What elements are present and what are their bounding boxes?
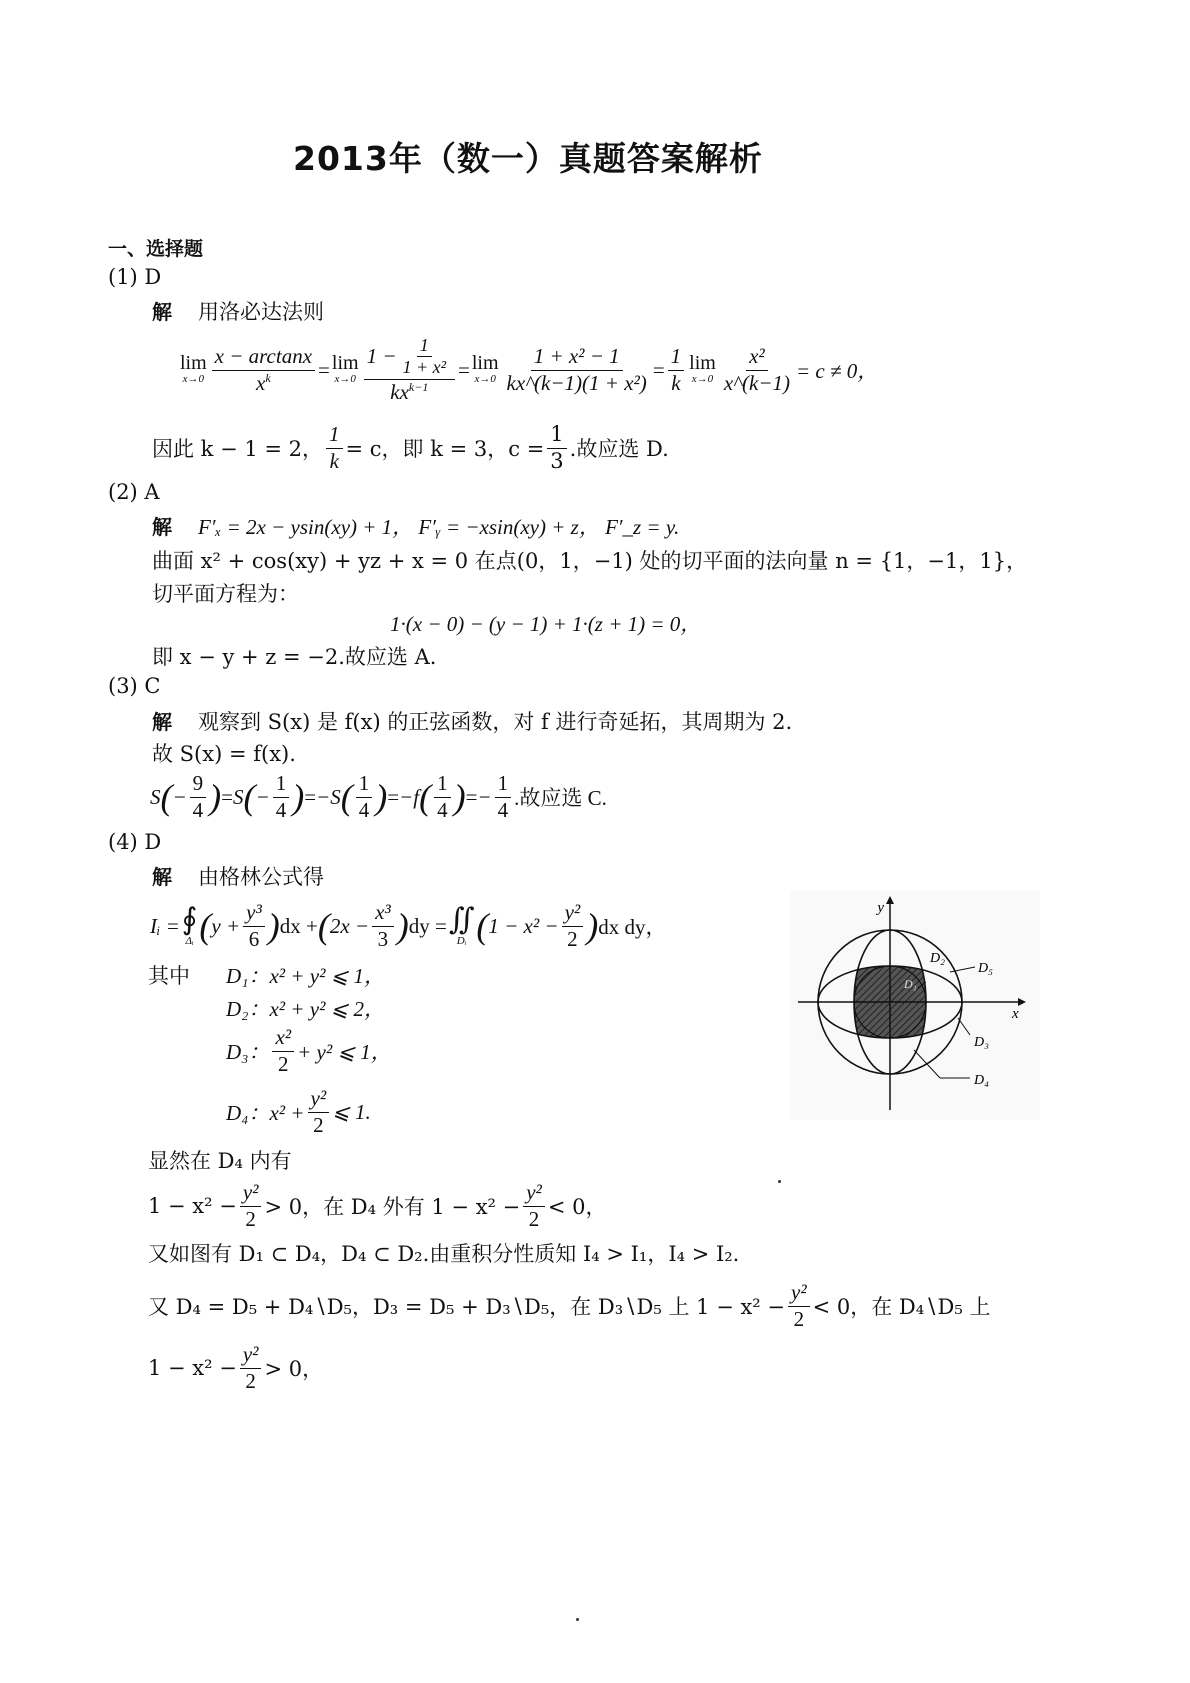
q1-frac-1: $\frac{x - \arctan x}{x^k}$ xyxy=(212,344,315,395)
page-title: 2013年（数一）真题答案解析 xyxy=(293,139,763,178)
q1-frac-3: $\frac{\text{1 + x² − 1}}{\text{kx\textasciicircum{}(k−1)(1 + x²)}}$ xyxy=(506,344,647,395)
q4-obvious: 显然在 D₄ 内有 xyxy=(148,1149,292,1173)
q1-tail: = c ≠ 0， xyxy=(796,359,879,383)
q2-plane-label: 切平面方程为： xyxy=(152,582,299,606)
scan-speck xyxy=(576,1618,579,1621)
q4-green-formula: Iᵢ = ∮ Δᵢ ( y + $\frac{\text{y³}}{6}$ ) dx + ( 2x − $\frac{\text{x³}}{3}$ ) dy = ∬ Dᵢ ( 1 − x² − $\frac{\text{y²}}{2}$ ) dx dy， xyxy=(150,900,667,951)
q1-number: (1) D xyxy=(108,265,162,289)
q1-method: 用洛必达法则 xyxy=(198,300,324,324)
q1-conclusion: 因此 k − 1 = 2， $\frac{1}{k}$ = c，即 k = 3，c = $\frac{1}{3}$ .故应选 D. xyxy=(152,422,669,473)
q4-d1: D₁：x² + y² ⩽ 1， xyxy=(226,964,385,988)
q3-observation: 解 观察到 S(x) 是 f(x) 的正弦函数，对 f 进行奇延拓，其周期为 2. xyxy=(152,710,793,734)
q2-surface-line: 曲面 x² + cos(xy) + yz + x = 0 在点(0，1，−1) 处的切平面的法向量 n = {1，−1，1}， xyxy=(152,549,1028,573)
q4-method-line: 解 由格林公式得 xyxy=(152,865,324,889)
scan-speck xyxy=(778,1180,781,1183)
q2-plane-equation: 1·(x − 0) − (y − 1) + 1·(z + 1) = 0， xyxy=(390,612,702,636)
q2-answer: 即 x − y + z = −2.故应选 A. xyxy=(152,645,437,669)
q1-frac-4: $\frac{1}{k}$ xyxy=(668,344,685,395)
q2-partials: 解 F′ₓ = 2x − ysin(xy) + 1， F′ᵧ = −xsin(xy) + z， F′_z = y. xyxy=(152,515,680,539)
label-d1: D₁ xyxy=(904,977,917,991)
q1-frac-5: $\frac{\text{x²}}{x\^{}(k-1)}$ xyxy=(723,344,790,395)
q1-lim-1: lim x→0 xyxy=(180,352,207,386)
q1-lim-3: lim x→0 xyxy=(471,352,499,386)
label-d4: D₄ xyxy=(974,1073,989,1088)
q4-d4: D₄：x² + $\frac{\text{y²}}{2}$ ⩽ 1. xyxy=(226,1086,371,1137)
q1-lim-2: lim x→0 xyxy=(331,352,359,386)
q3-number: (3) C xyxy=(108,674,161,698)
q3-equality: 故 S(x) = f(x). xyxy=(152,742,296,766)
q1-lim-4: lim x→0 xyxy=(689,352,716,386)
q4-d2: D₂：x² + y² ⩽ 2， xyxy=(226,997,385,1021)
y-axis-label: y xyxy=(877,900,884,916)
q3-series-evaluation: S ( − $\frac{9}{4}$ ) = S ( − $\frac{1}{4}$ ) = − S ( $\frac{1}{4}$ ) = − f ( $\frac{1}{4}$ ) = − $\frac{1}{4}$ .故应选 C. xyxy=(150,771,607,822)
q4-qizhong: 其中 xyxy=(148,964,190,988)
x-axis-label: x xyxy=(1012,1006,1019,1022)
q1-frac-2: 1 − $\frac{1}{\text{1 + x²}}$ $kx^{k-1}$ xyxy=(364,335,455,405)
q2-number: (2) A xyxy=(108,480,160,504)
q4-d3: D₃： $\frac{\text{x²}}{2}$ + y² ⩽ 1， xyxy=(226,1025,392,1076)
label-d5: D₅ xyxy=(978,961,993,976)
q4-final-line: 1 − x² − $\frac{\text{y²}}{2}$ > 0， xyxy=(148,1342,324,1393)
q4-decomposition-line: 又 D₄ = D₅ + D₄∖D₅，D₃ = D₅ + D₃∖D₅，在 D₃∖D₅ 上 1 − x² − $\frac{\text{y²}}{2}$ < 0，在 D₄∖D₅ 上 xyxy=(148,1280,991,1331)
q1-limit-equation: lim x→0 $\frac{x - \arctan x}{x^k}$ = lim x→0 1 − $\frac{1}{\text{1 + x²}}$ $kx^{k-1}$ = lim x→0 $\frac{\text{1 + x² − 1}}{\text{kx\textasciicircum{}(k−1)(1 + x²)}}$ = $\frac{1}{k}$ lim x→0 $\frac{\text{x²}}{x\^{}(k-1)}$ = c ≠ 0， xyxy=(180,334,879,404)
section-heading: 一、选择题 xyxy=(108,238,204,260)
q1-method-line xyxy=(152,296,324,326)
q4-figure-inference: 又如图有 D₁ ⊂ D₄，D₄ ⊂ D₂.由重积分性质知 I₄ > I₁，I₄ > I₂. xyxy=(148,1242,740,1266)
region-figure xyxy=(790,890,1040,1120)
q4-number: (4) D xyxy=(108,830,162,854)
q4-inequality-line: 1 − x² − $\frac{\text{y²}}{2}$ > 0，在 D₄ 外有 1 − x² − $\frac{\text{y²}}{2}$ < 0， xyxy=(148,1180,607,1231)
q1-jie: 解 xyxy=(152,300,172,324)
label-d2: D₂ xyxy=(930,951,945,966)
label-d3: D₃ xyxy=(974,1035,989,1050)
